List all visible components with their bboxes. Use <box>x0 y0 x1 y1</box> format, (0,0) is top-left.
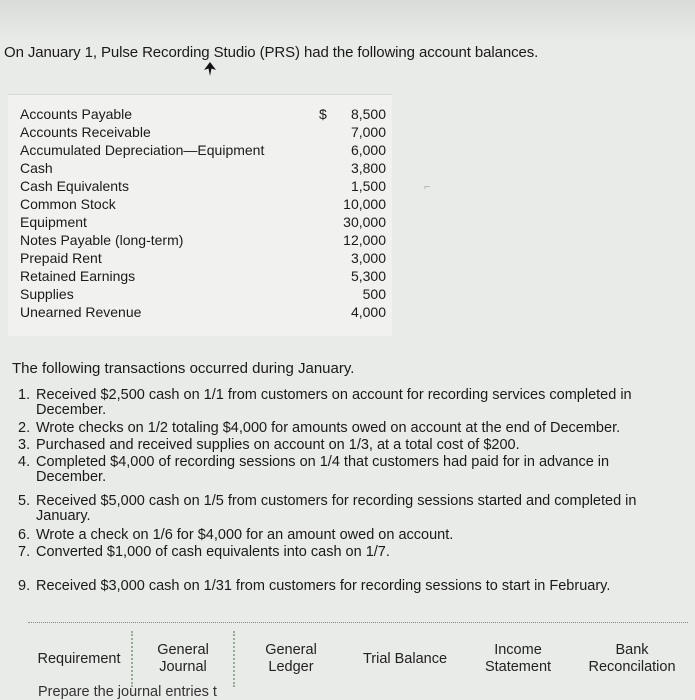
account-name: Accounts Payable <box>20 106 133 122</box>
transaction-number: 3. <box>18 437 31 453</box>
account-name: Cash <box>20 160 53 176</box>
balance-row <box>20 177 386 195</box>
mouse-cursor-icon <box>204 62 216 76</box>
transaction-text: Purchased and received supplies on account on 1/3, at a total cost of $200. <box>36 437 520 453</box>
transaction-text: Wrote checks on 1/2 totaling $4,000 for amounts owed on account at the end of December. <box>36 420 621 436</box>
account-value: 10,000 <box>343 196 386 212</box>
transaction-number: 7. <box>18 544 31 560</box>
balance-row <box>20 159 386 177</box>
transactions-intro: The following transactions occurred during January. <box>12 360 355 377</box>
account-value: 1,500 <box>350 178 386 194</box>
balance-row <box>20 195 386 213</box>
account-name: Accounts Receivable <box>20 124 151 140</box>
account-name: Cash Equivalents <box>20 178 129 194</box>
transaction-number: 9. <box>18 578 31 594</box>
balance-row <box>20 249 386 267</box>
account-name: Accumulated Depreciation—Equipment <box>20 142 265 158</box>
currency-symbol: $ <box>319 106 327 122</box>
balance-row <box>20 141 386 159</box>
balance-row <box>20 303 386 321</box>
account-value: 12,000 <box>343 232 386 248</box>
tab-bank-reconcilation[interactable] <box>576 631 688 687</box>
account-value: 5,300 <box>350 268 386 284</box>
account-name: Equipment <box>20 214 87 230</box>
account-value: 7,000 <box>350 124 386 140</box>
account-value: 6,000 <box>350 142 386 158</box>
transaction-number: 5. <box>18 493 31 509</box>
tab-label: Bank Reconcilation <box>588 642 676 675</box>
transaction-number: 1. <box>18 387 31 403</box>
balance-row <box>20 231 386 249</box>
account-name: Unearned Revenue <box>20 304 142 320</box>
tab-label: Requirement <box>37 650 121 667</box>
transaction-text: Converted $1,000 of cash equivalents into cash on 1/7. <box>36 544 390 560</box>
account-balances-table <box>8 94 392 336</box>
tab-trial-balance[interactable] <box>346 631 464 687</box>
transaction-text: Received $2,500 cash on 1/1 from customers on account for recording services completed in December. <box>36 387 632 418</box>
instruction-text: Prepare the journal entries t <box>38 684 217 700</box>
account-value: 3,000 <box>350 250 386 266</box>
top-band <box>0 0 695 40</box>
intro-text: On January 1, Pulse Recording Studio (PRS) had the following account balances. <box>4 44 539 61</box>
account-name: Notes Payable (long-term) <box>20 232 184 248</box>
tab-label: General Ledger <box>265 642 317 675</box>
account-name: Supplies <box>20 286 74 302</box>
account-value: 8,500 <box>350 106 386 122</box>
account-value: 30,000 <box>343 214 386 230</box>
account-value: 500 <box>362 286 386 302</box>
account-value: 3,800 <box>350 160 386 176</box>
transaction-text: Completed $4,000 of recording sessions on 1/4 that customers had paid for in advance in December. <box>36 454 610 485</box>
account-name: Retained Earnings <box>20 268 136 284</box>
transaction-number: 4. <box>18 454 31 470</box>
tab-bar <box>28 622 688 684</box>
balance-row <box>20 285 386 303</box>
transaction-text: Received $3,000 cash on 1/31 from customers for recording sessions to start in February. <box>36 578 611 594</box>
balance-row <box>20 267 386 285</box>
transaction-text: Wrote a check on 1/6 for $4,000 for an amount owed on account. <box>36 527 454 543</box>
transaction-number: 6. <box>18 527 31 543</box>
tab-general-ledger[interactable] <box>240 631 342 687</box>
balance-row <box>20 105 386 123</box>
tab-label: Income Statement <box>484 642 552 675</box>
tab-general-journal[interactable] <box>131 631 235 687</box>
account-value: 4,000 <box>350 304 386 320</box>
balance-row <box>20 213 386 231</box>
account-name: Prepaid Rent <box>20 250 102 266</box>
tab-income-statement[interactable] <box>468 631 568 687</box>
tab-label: General Journal <box>157 642 209 675</box>
balance-row <box>20 123 386 141</box>
transaction-text: Received $5,000 cash on 1/5 from customers for recording sessions started and completed in January. <box>36 493 637 524</box>
stray-mark: ⌐ <box>424 181 431 193</box>
tab-label: Trial Balance <box>362 650 448 667</box>
account-name: Common Stock <box>20 196 116 212</box>
transaction-number: 2. <box>18 420 31 436</box>
tab-requirement[interactable] <box>28 631 130 687</box>
